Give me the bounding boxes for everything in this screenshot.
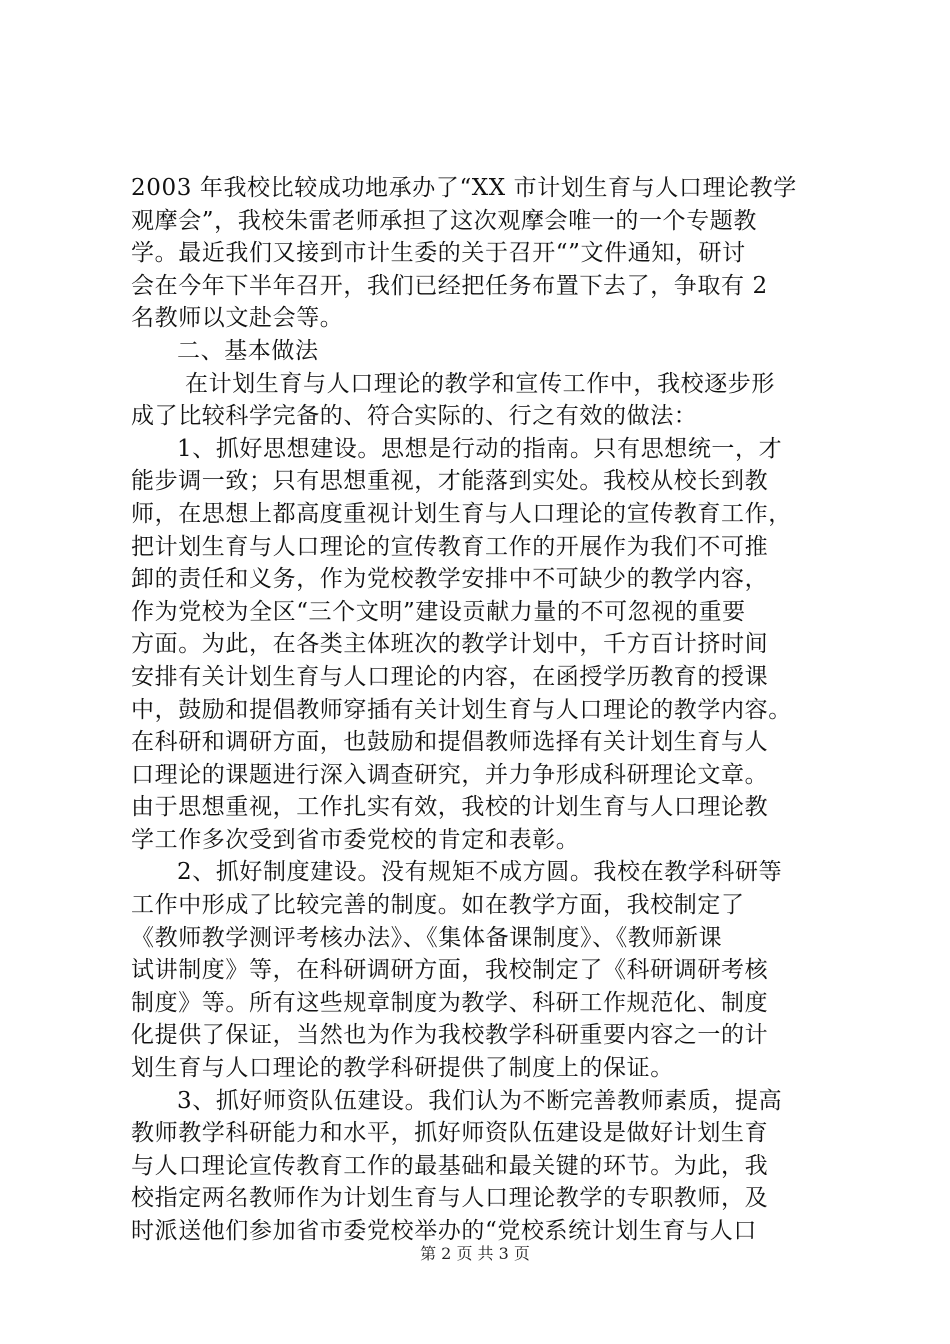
text-line: 中，鼓励和提倡教师穿插有关计划生育与人口理论的教学内容。 xyxy=(131,696,792,723)
text-line: 教师教学科研能力和水平，抓好师资队伍建设是做好计划生育 xyxy=(131,1120,769,1147)
page-footer: 第 2 页 共 3 页 xyxy=(420,1244,530,1263)
text-line: 学工作多次受到省市委党校的肯定和表彰。 xyxy=(131,826,580,853)
text-line: 划生育与人口理论的教学科研提供了制度上的保证。 xyxy=(131,1055,674,1082)
text-line: 制度》等。所有这些规章制度为教学、科研工作规范化、制度 xyxy=(131,989,769,1016)
text-line: 在计划生育与人口理论的教学和宣传工作中，我校逐步形 xyxy=(185,370,775,397)
text-line: 由于思想重视，工作扎实有效，我校的计划生育与人口理论教 xyxy=(131,794,769,821)
text-line: 名教师以文赴会等。 xyxy=(131,305,344,332)
text-line: 3、抓好师资队伍建设。我们认为不断完善教师素质，提高 xyxy=(177,1087,783,1114)
text-line: 工作中形成了比较完善的制度。如在教学方面，我校制定了 xyxy=(131,892,745,919)
section-heading: 二、基本做法 xyxy=(177,337,319,364)
text-line: 会在今年下半年召开，我们已经把任务布置下去了，争取有 2 xyxy=(131,272,768,299)
text-line: 1、抓好思想建设。思想是行动的指南。只有思想统一，才 xyxy=(177,435,783,462)
text-line: 2、抓好制度建设。没有规矩不成方圆。我校在教学科研等 xyxy=(177,859,783,886)
text-line: 口理论的课题进行深入调查研究，并力争形成科研理论文章。 xyxy=(131,761,769,788)
text-line: 与人口理论宣传教育工作的最基础和最关键的环节。为此，我 xyxy=(131,1152,769,1179)
text-line: 2003 年我校比较成功地承办了“XX 市计划生育与人口理论教学 xyxy=(131,175,797,201)
text-line: 学。最近我们又接到市计生委的关于召开“”文件通知，研讨 xyxy=(131,240,746,267)
body-text xyxy=(131,172,831,1248)
text-line: 把计划生育与人口理论的宣传教育工作的开展作为我们不可推 xyxy=(131,533,769,560)
text-line: 安排有关计划生育与人口理论的内容，在函授学历教育的授课 xyxy=(131,663,769,690)
text-line: 时派送他们参加省市委党校举办的“党校系统计划生育与人口 xyxy=(131,1218,757,1244)
text-line: 作为党校为全区“三个文明”建设贡献力量的不可忽视的重要 xyxy=(131,598,746,625)
text-line: 成了比较科学完备的、符合实际的、行之有效的做法： xyxy=(131,403,698,430)
text-line: 校指定两名教师作为计划生育与人口理论教学的专职教师，及 xyxy=(131,1185,769,1212)
text-line: 方面。为此，在各类主体班次的教学计划中，千方百计挤时间 xyxy=(131,631,769,658)
text-line: 试讲制度》等，在科研调研方面，我校制定了《科研调研考核 xyxy=(131,957,769,984)
text-line: 《教师教学测评考核办法》、《集体备课制度》、《教师新课 xyxy=(131,924,723,951)
text-line: 观摩会”，我校朱雷老师承担了这次观摩会唯一的一个专题教 xyxy=(131,207,757,234)
text-line: 师，在思想上都高度重视计划生育与人口理论的宣传教育工作， xyxy=(131,500,792,527)
text-line: 在科研和调研方面，也鼓励和提倡教师选择有关计划生育与人 xyxy=(131,729,769,756)
text-line: 卸的责任和义务，作为党校教学安排中不可缺少的教学内容， xyxy=(131,566,769,593)
text-line: 化提供了保证，当然也为作为我校教学科研重要内容之一的计 xyxy=(131,1022,769,1049)
text-line: 能步调一致；只有思想重视，才能落到实处。我校从校长到教 xyxy=(131,468,769,495)
